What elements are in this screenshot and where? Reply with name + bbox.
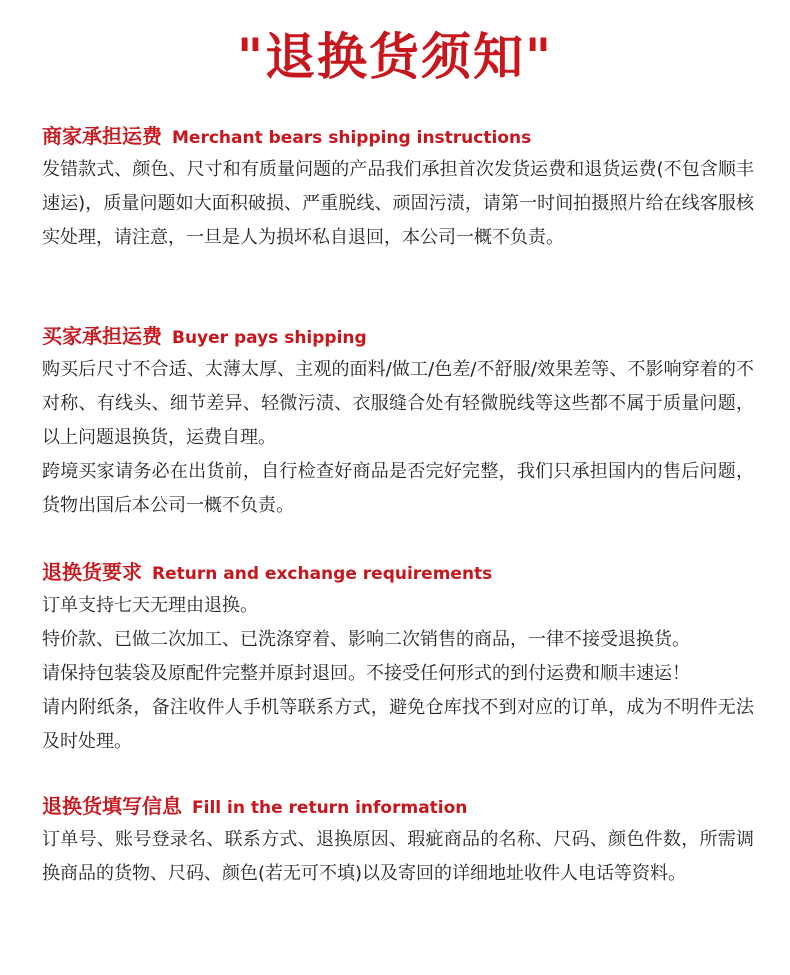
page-title: "退换货须知" [236,28,554,86]
paragraph: 跨境买家请务必在出货前，自行检查好商品是否完好完整，我们只承担国内的售后问题，货物出国后本公司一概不负责。 [42,461,754,516]
section-heading-en: Merchant bears shipping instructions [172,128,532,148]
paragraph: 请保持包装袋及原配件完整并原封退回。不接受任何形式的到付运费和顺丰速运！ [42,663,690,684]
section-heading-cn: 买家承担运费 [42,324,162,348]
section-heading-en: Return and exchange requirements [152,564,493,584]
section-return-information [42,789,754,891]
section-merchant-shipping [42,119,754,255]
section-heading [42,789,754,823]
section-return-requirements [42,555,754,759]
section-buyer-shipping [42,319,754,523]
paragraph: 请内附纸条，备注收件人手机等联系方式，避免仓库找不到对应的订单，成为不明件无法及时处理。 [42,697,754,752]
section-body [42,589,754,759]
section-heading [42,555,754,589]
paragraph: 订单支持七天无理由退换。 [42,595,258,616]
section-heading [42,119,754,153]
paragraph: 发错款式、颜色、尺寸和有质量问题的产品我们承担首次发货运费和退货运费(不包含顺丰速运)，质量问题如大面积破损、严重脱线、顽固污渍，请第一时间拍摄照片给在线客服核实处理，请注意，一旦是人为损坏私自退回，本公司一概不负责。 [42,159,754,248]
section-heading-en: Fill in the return information [192,798,468,818]
section-body [42,153,754,255]
section-heading-cn: 退换货要求 [42,560,142,584]
paragraph: 购买后尺寸不合适、太薄太厚、主观的面料/做工/色差/不舒服/效果差等、不影响穿着的不对称、有线头、细节差异、轻微污渍、衣服缝合处有轻微脱线等这些都不属于质量问题，以上问题退换货，运费自理。 [42,359,754,448]
section-body [42,823,754,891]
section-body [42,353,754,523]
paragraph: 特价款、已做二次加工、已洗涤穿着、影响二次销售的商品，一律不接受退换货。 [42,629,690,650]
section-heading-cn: 商家承担运费 [42,124,162,148]
section-heading-cn: 退换货填写信息 [42,794,182,818]
section-heading-en: Buyer pays shipping [172,328,367,348]
paragraph: 订单号、账号登录名、联系方式、退换原因、瑕疵商品的名称、尺码、颜色件数，所需调换商品的货物、尺码、颜色(若无可不填)以及寄回的详细地址收件人电话等资料。 [42,829,754,884]
section-heading [42,319,754,353]
